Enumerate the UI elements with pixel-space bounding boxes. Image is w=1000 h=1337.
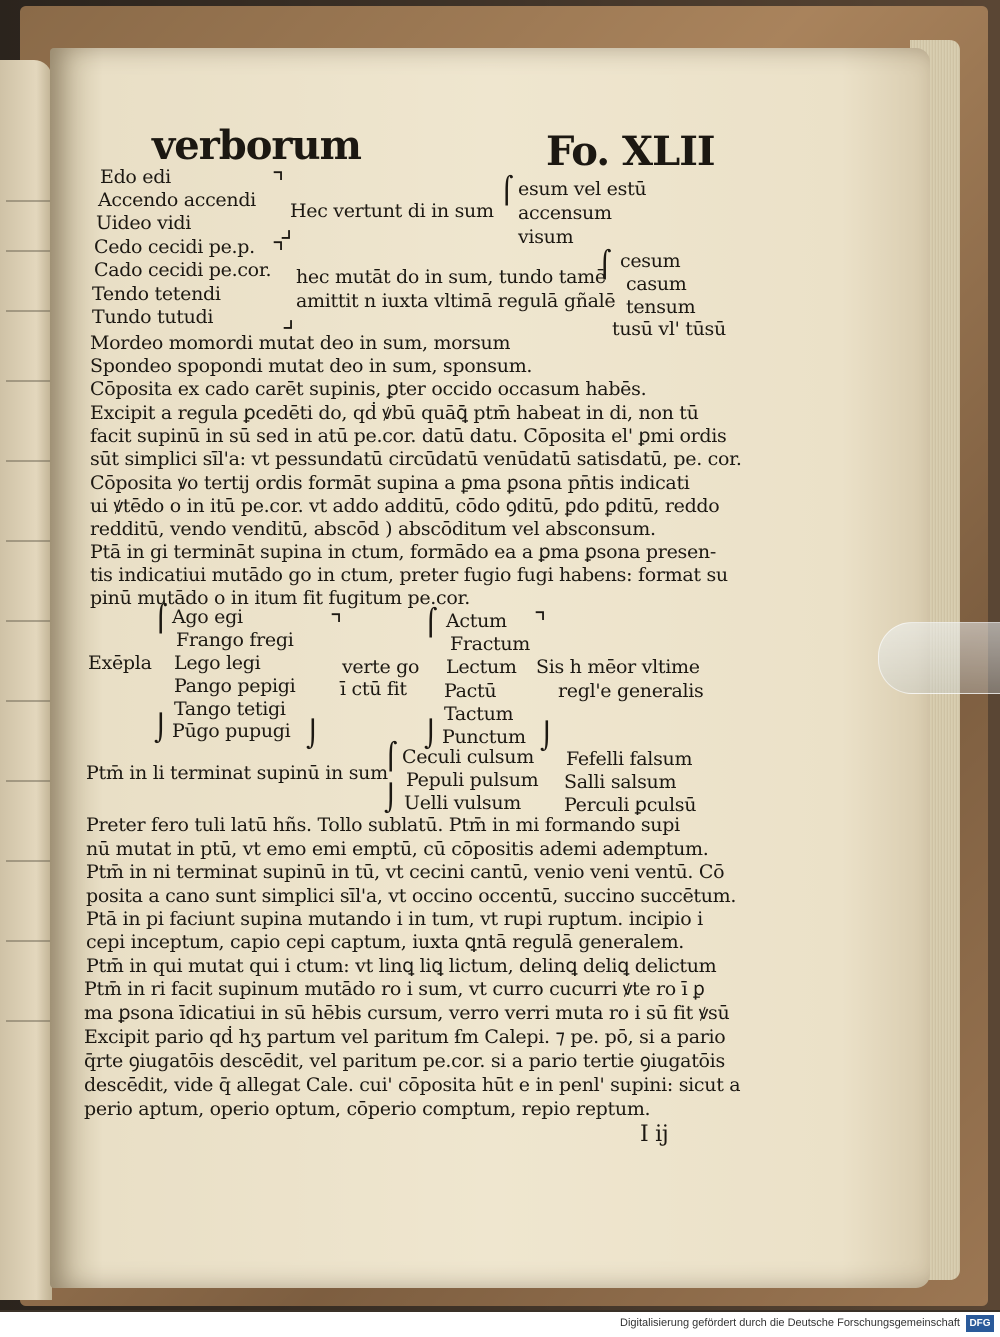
supine-line: tensum	[626, 296, 696, 318]
text-line: Ptā in pi faciunt supina mutando i in tum, vt rupi ruptum. incipio i	[86, 908, 703, 930]
brace: ⌝	[534, 608, 547, 638]
text-line: Ptā in gi termināt supina in ctum, formādo ea a ꝑma ꝑsona presen-	[90, 541, 716, 563]
signature-mark: I ij	[640, 1122, 669, 1147]
text-line: Excipit a regula ꝑcedēti do, qḋ ꝟbū quāꝗ̄ ptm̄ habeat in di, non tū	[90, 402, 699, 424]
brace: ⌟	[280, 214, 293, 244]
supine-line: Actum	[446, 610, 507, 632]
rule-text: Hec vertunt di in sum	[290, 200, 494, 222]
page-clip	[878, 622, 1000, 694]
text-line: Ptm̄ in ri facit supinum mutādo ro i sum, vt curro cucurri ꝟte ro ī ꝑ	[84, 978, 705, 1000]
text-line: sūt simplici sīl'a: vt pessundatū circūdatū venūdatū satisdatū, pe. cor.	[90, 448, 742, 470]
rule-text: hec mutāt do in sum, tundo tamē	[296, 266, 606, 288]
folio-number: Fo. XLII	[546, 128, 715, 175]
brace: ⌡	[306, 720, 320, 750]
brace: ⌟	[282, 304, 295, 334]
verb-line: Tango tetigi	[174, 698, 286, 720]
text-line: cepi inceptum, capio cepi captum, iuxta ꝗntā regulā generalem.	[86, 931, 685, 953]
supine-line: Fractum	[450, 633, 531, 655]
brace: ⌡	[540, 722, 554, 752]
supine-line: Pactū	[444, 680, 497, 702]
text-line: Ptm̄ in ni terminat supinū in tū, vt cecini cantū, venio veni ventū. Cō	[86, 861, 725, 883]
brace: ⌝	[272, 238, 285, 268]
rule-text: amittit n iuxta vltimā regulā gñalē	[296, 290, 616, 312]
text-line: tis indicatiui mutādo go in ctum, preter fugio fugi habens: format su	[90, 564, 728, 586]
verb-line: Pango pepigi	[174, 675, 296, 697]
supine-line: casum	[626, 273, 687, 295]
verb-line: Cedo cecidi pe.p.	[94, 236, 255, 258]
text-line: q̄rte ꝯiugatōis descēdit, vel paritum pe.cor. si a pario tertie ꝯiugatōis	[84, 1050, 725, 1072]
supine-line: Ceculi culsum	[402, 746, 534, 768]
text-line: Ptm̄ in qui mutat qui i ctum: vt linꝗ liꝗ lictum, delinꝗ deliꝗ delictum	[86, 955, 717, 977]
text-line: perio aptum, operio optum, cōperio comptum, repio reptum.	[84, 1098, 651, 1120]
verb-line: Frango fregi	[176, 629, 294, 651]
text-line: Mordeo momordi mutat deo in sum, morsum	[90, 332, 511, 354]
supine-line: esum vel estū	[518, 178, 647, 200]
supine-line: Tactum	[444, 703, 514, 725]
verb-line: Cado cecidi pe.cor.	[94, 259, 272, 281]
supine-line: Lectum	[446, 656, 517, 678]
margin-note: regl'e generalis	[558, 680, 704, 702]
brace: ⌠	[154, 604, 168, 634]
verb-line: Uideo vidi	[96, 212, 192, 234]
supine-line: visum	[518, 226, 574, 248]
verb-line: Tundo tutudi	[92, 306, 214, 328]
rule-text: verte go	[342, 656, 420, 678]
verb-line: Tendo tetendi	[92, 283, 221, 305]
supine-line: Punctum	[442, 726, 526, 748]
supine-line: cesum	[620, 250, 681, 272]
text-line: descēdit, vide q̄ allegat Cale. cui' cōposita hūt e in penl' supini: sicut a	[84, 1074, 741, 1096]
margin-note: Sis h mēor vltime	[536, 656, 700, 678]
rule-text: ī ctū fit	[340, 678, 407, 700]
examples-label: Exēpla	[88, 652, 152, 674]
brace: ⌠	[598, 250, 612, 280]
text-line: Preter fero tuli latū hñs. Tollo sublatū. Ptm̄ in mi formando supi	[86, 814, 680, 836]
supine-line: accensum	[518, 202, 612, 224]
verb-line: Pūgo pupugi	[172, 720, 291, 742]
brace: ⌡	[154, 714, 168, 744]
text-line: Cōposita ex cado carēt supinis, ꝑter occido occasum habēs.	[90, 378, 647, 400]
verb-line: Ago egi	[172, 606, 243, 628]
running-head: verborum	[152, 122, 361, 169]
brace: ⌠	[424, 608, 438, 638]
text-line: Excipit pario qḋ hʒ partum vel paritum ẜm Calepi. ⁊ pe. pō, si a pario	[84, 1026, 726, 1048]
supine-line: Salli salsum	[564, 771, 677, 793]
supine-line: Uelli vulsum	[404, 792, 521, 814]
text-line: redditū, vendo venditū, abscōd ) abscōditum vel absconsum.	[90, 518, 656, 540]
text-line: Cōposita ꝟo tertij ordis formāt supina a ꝑma ꝑsona pn̄tis indicati	[90, 472, 690, 494]
brace: ⌡	[424, 720, 438, 750]
facing-page-edge	[0, 60, 52, 1300]
verb-line: Lego legi	[174, 652, 261, 674]
text-line: nū mutat in ptū, vt emo emi emptū, cū cōpositis ademi ademptum.	[86, 838, 709, 860]
dfg-logo: DFG	[966, 1315, 994, 1332]
text-line: facit supinū in sū sed in atū pe.cor. datū datu. Cōposita el' ꝑmi ordis	[90, 425, 727, 447]
text-line: posita a cano sunt simplici sīl'a, vt occino occentū, succino succētum.	[86, 885, 737, 907]
supine-line: Perculi ꝑculsū	[564, 794, 697, 816]
supine-line: Fefelli falsum	[566, 748, 693, 770]
verb-line: Edo edi	[100, 166, 171, 188]
brace: ⌡	[384, 784, 398, 814]
text-line: ma ꝑsona īdicatiui in sū hēbis cursum, verro verri muta ro i sū fit ꝟsū	[84, 1002, 730, 1024]
brace: ⌠	[500, 176, 514, 206]
brace: ⌝	[330, 610, 343, 640]
text-line: Spondeo spopondi mutat deo in sum, sponsum.	[90, 355, 533, 377]
footer-credit: Digitalisierung gefördert durch die Deutsche Forschungsgemeinschaft	[620, 1317, 960, 1329]
text-line: ui ꝟtēdo o in itū pe.cor. vt addo additū, cōdo ꝯditū, ꝑdo ꝑditū, reddo	[90, 495, 720, 517]
text-line: pinū mutādo o in itum fit fugitum pe.cor.	[90, 587, 470, 609]
supine-line: Pepuli pulsum	[406, 769, 539, 791]
supine-line: tusū vl' tūsū	[612, 318, 726, 340]
verb-line: Accendo accendi	[98, 189, 256, 211]
rule-text: Ptm̄ in li terminat supinū in sum	[86, 762, 388, 784]
brace: ⌝	[272, 168, 285, 198]
brace: ⌠	[384, 742, 398, 772]
